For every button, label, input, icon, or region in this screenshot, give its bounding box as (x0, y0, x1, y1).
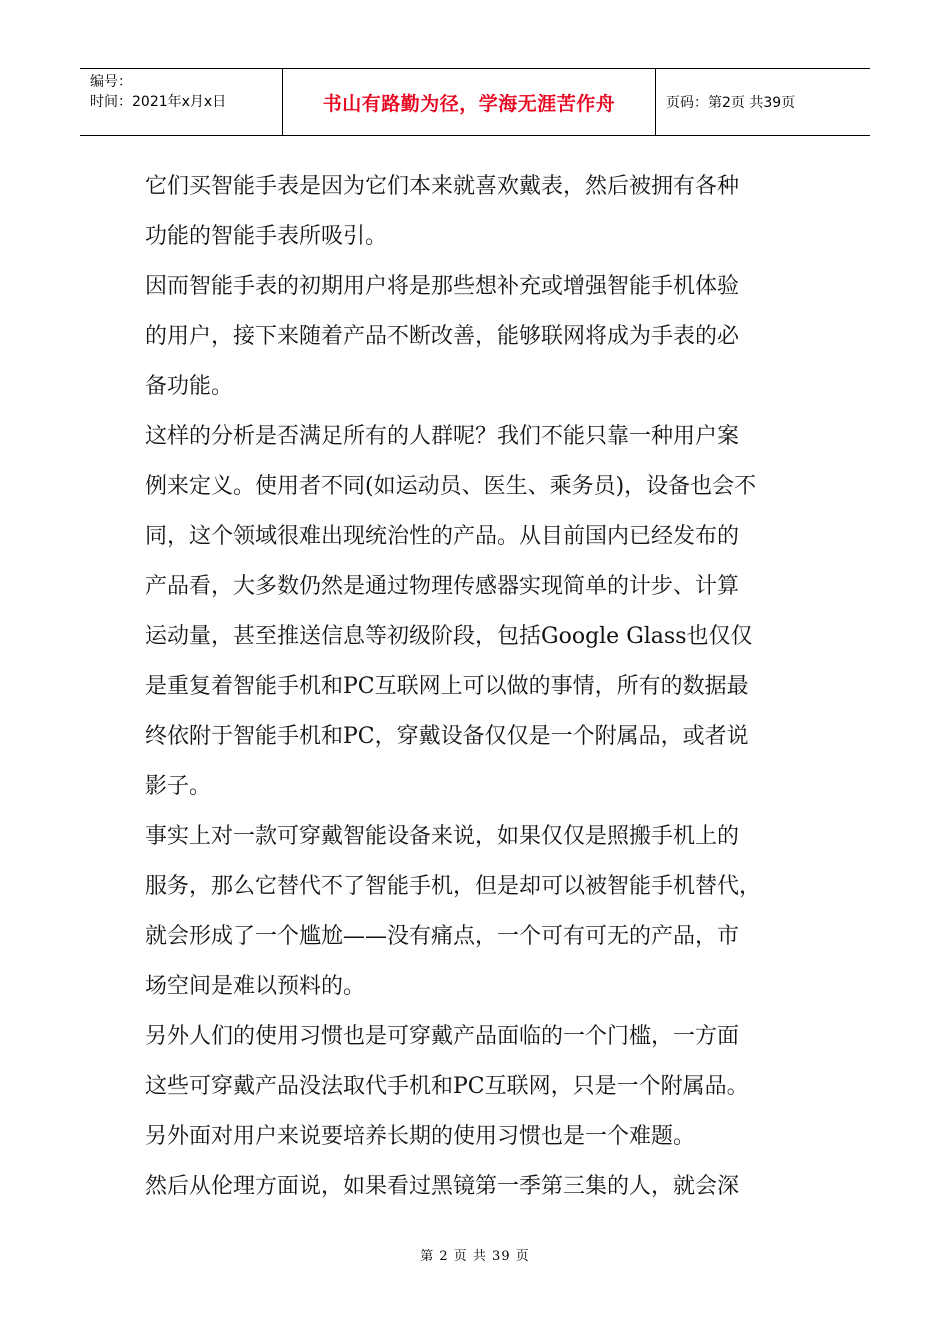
text-line: 备功能。 (145, 374, 234, 399)
text-line: 因而智能手表的初期用户将是那些想补充或增强智能手机体验 (145, 274, 740, 299)
text-line: 事实上对一款可穿戴智能设备来说，如果仅仅是照搬手机上的 (145, 824, 740, 849)
header-meta-cell (80, 69, 283, 135)
text-line: 它们买智能手表是因为它们本来就喜欢戴表，然后被拥有各种 (145, 174, 740, 199)
text-line: 这样的分析是否满足所有的人群呢？我们不能只靠一种用户案 (145, 424, 740, 449)
text-line: 另外人们的使用习惯也是可穿戴产品面临的一个门槛，一方面 (145, 1024, 740, 1049)
text-line: 功能的智能手表所吸引。 (145, 224, 388, 249)
text-line: 例来定义。使用者不同(如运动员、医生、乘务员)，设备也会不 (145, 474, 757, 499)
number-label: 编号： (90, 74, 132, 90)
text-line: 终依附于智能手机和PC，穿戴设备仅仅是一个附属品，或者说 (145, 724, 749, 749)
page-footer: 第 2 页 共 39 页 (420, 1249, 530, 1264)
text-line: 另外面对用户来说要培养长期的使用习惯也是一个难题。 (145, 1124, 696, 1149)
text-line: 同，这个领域很难出现统治性的产品。从目前国内已经发布的 (145, 524, 740, 549)
text-line: 然后从伦理方面说，如果看过黑镜第一季第三集的人，就会深 (145, 1174, 740, 1199)
time-label: 时间：2021年x月x日 (90, 94, 227, 110)
text-line: 影子。 (145, 774, 212, 799)
text-line: 就会形成了一个尴尬——没有痛点，一个可有可无的产品，市 (145, 924, 740, 949)
text-line: 服务，那么它替代不了智能手机，但是却可以被智能手机替代， (145, 874, 762, 899)
header-page-info: 页码：第2页 共39页 (666, 95, 796, 111)
text-line: 运动量，甚至推送信息等初级阶段，包括Google Glass也仅仅 (145, 624, 753, 649)
text-line: 这些可穿戴产品没法取代手机和PC互联网，只是一个附属品。 (145, 1074, 749, 1099)
text-line: 的用户，接下来随着产品不断改善，能够联网将成为手表的必 (145, 324, 740, 349)
text-line: 场空间是难以预料的。 (145, 974, 366, 999)
header-page-cell (656, 69, 870, 135)
header-motto: 书山有路勤为径，学海无涯苦作舟 (322, 92, 616, 115)
header-motto-cell (283, 69, 656, 135)
text-line: 是重复着智能手机和PC互联网上可以做的事情，所有的数据最 (145, 674, 749, 699)
document-header (80, 68, 870, 136)
body-text (145, 162, 810, 1212)
text-line: 产品看，大多数仍然是通过物理传感器实现简单的计步、计算 (145, 574, 740, 599)
